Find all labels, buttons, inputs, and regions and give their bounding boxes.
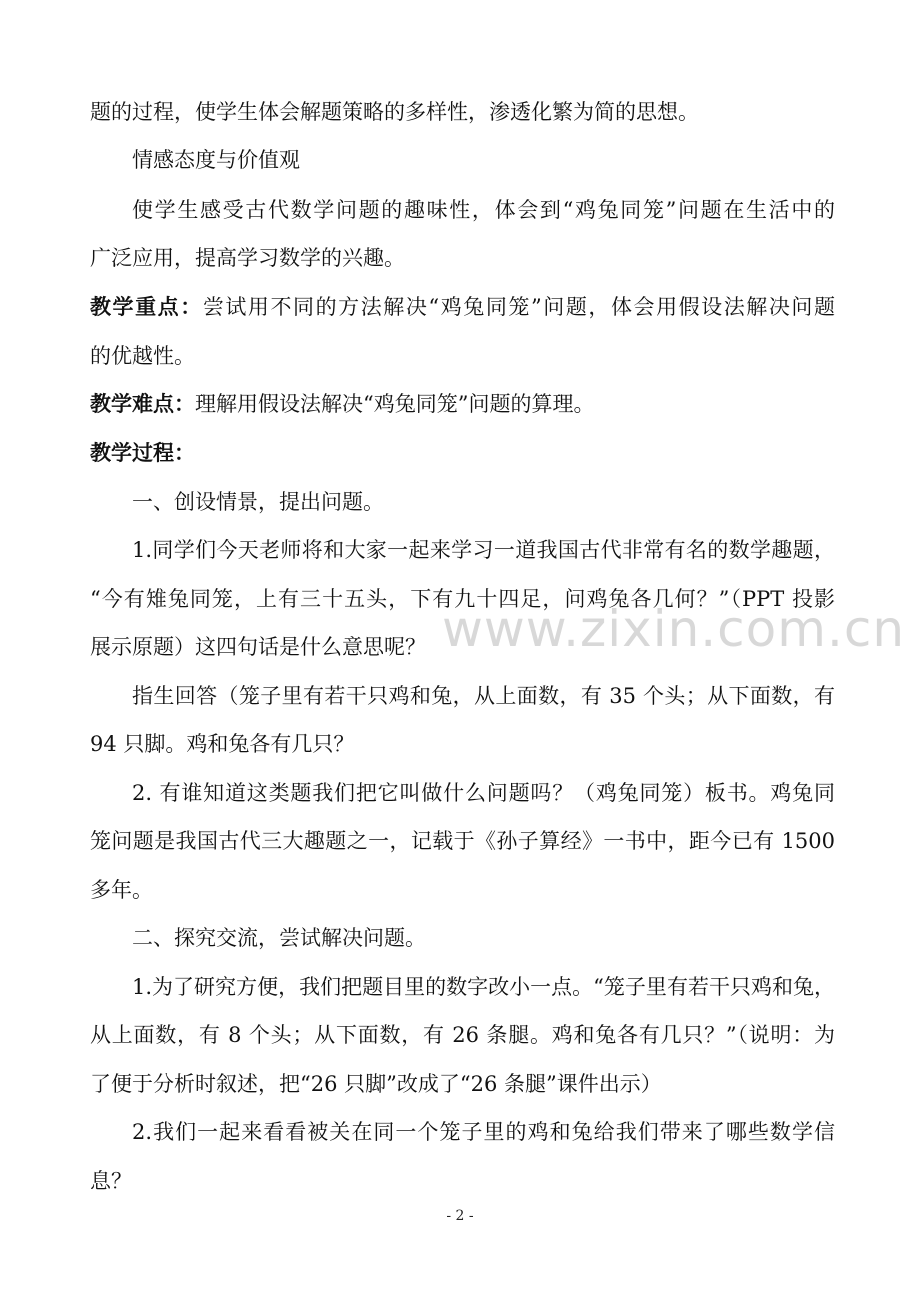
key-points-text: 尝试用不同的方法解决“鸡兔同笼”问题，体会用假设法解决问题 (202, 295, 835, 319)
paragraph-line: 2.我们一起来看看被关在同一个笼子里的鸡和兔给我们带来了哪些数学信 (132, 1120, 835, 1144)
section-heading: 情感态度与价值观 (132, 148, 300, 172)
key-points-line (90, 292, 835, 322)
page-number: - 2 - (446, 1208, 474, 1224)
paragraph-line: 从上面数，有 8 个头；从下面数，有 26 条腿。鸡和兔各有几只？”（说明：为 (90, 1023, 835, 1047)
section-heading: 一、创设情景，提出问题。 (132, 490, 384, 514)
difficulty-text: 理解用假设法解决“鸡兔同笼”问题的算理。 (195, 392, 595, 416)
paragraph-line: 笼问题是我国古代三大趣题之一，记载于《孙子算经》一书中，距今已有 1500 (90, 829, 835, 853)
paragraph-line: “今有雉兔同笼，上有三十五头，下有九十四足，问鸡兔各几何？”（PPT 投影 (90, 587, 835, 611)
paragraph-line: 2. 有谁知道这类题我们把它叫做什么问题吗？（鸡兔同笼）板书。鸡兔同 (132, 781, 835, 805)
key-points-label: 教学重点： (90, 295, 203, 319)
paragraph-line: 了便于分析时叙述，把“26 只脚”改成了“26 条腿”课件出示） (90, 1072, 662, 1096)
paragraph-line: 1.同学们今天老师将和大家一起来学习一道我国古代非常有名的数学趣题， (132, 538, 835, 562)
process-heading: 教学过程： (90, 441, 195, 465)
paragraph-line: 题的过程，使学生体会解题策略的多样性，渗透化繁为简的思想。 (90, 100, 699, 124)
paragraph-line: 指生回答（笼子里有若干只鸡和兔，从上面数，有 35 个头；从下面数，有 (132, 684, 835, 708)
paragraph-line: 息？ (90, 1169, 132, 1193)
difficulty-label: 教学难点： (90, 392, 195, 416)
paragraph-line: 使学生感受古代数学问题的趣味性，体会到“鸡兔同笼”问题在生活中的 (132, 198, 835, 222)
paragraph-line: 94 只脚。鸡和兔各有几只？ (90, 732, 355, 756)
paragraph-line: 展示原题）这四句话是什么意思呢？ (90, 635, 426, 659)
paragraph-line: 多年。 (90, 878, 153, 902)
paragraph-line: 1.为了研究方便，我们把题目里的数字改小一点。“笼子里有若干只鸡和兔， (132, 975, 835, 999)
watermark: www.zixin.com.cn (442, 600, 906, 658)
paragraph-line: 广泛应用，提高学习数学的兴趣。 (90, 246, 405, 270)
paragraph-line: 的优越性。 (90, 344, 195, 368)
difficulty-line (90, 389, 835, 419)
section-heading: 二、探究交流，尝试解决问题。 (132, 926, 426, 950)
